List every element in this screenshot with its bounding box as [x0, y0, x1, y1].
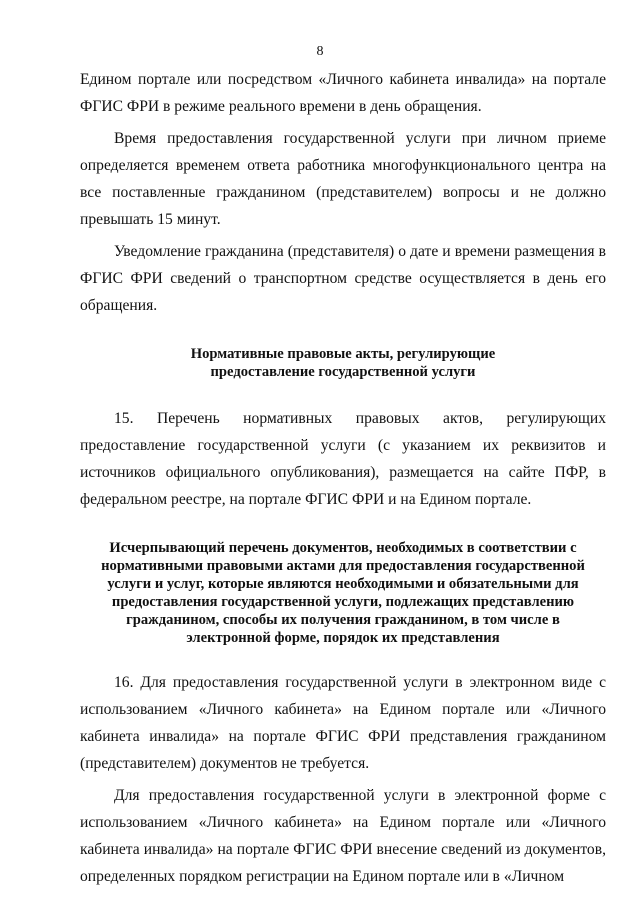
paragraph-15: 15. Перечень нормативных правовых актов, регулирующих предоставление государственной услуги (с указанием их реквизитов и источников официального опубликования), размещается на сайте ПФР, в федеральном реестре, на портале ФГИС ФРИ и на Едином портале. — [80, 410, 606, 508]
paragraph-electronic-form: Для предоставления государственной услуги в электронной форме с использованием «Личного кабинета» на Едином портале или «Личного кабинета инвалида» на портале ФГИС ФРИ внесение сведений из документов, определенных порядком регистрации на Едином портале или в «Личном — [80, 787, 606, 885]
heading-line: предоставление государственной услуги — [210, 364, 476, 380]
page-number: 8 — [316, 44, 324, 59]
document-body — [80, 66, 606, 890]
paragraph-notification: Уведомление гражданина (представителя) о дате и времени размещения в ФГИС ФРИ сведений о транспортном средстве осуществляется в день его обращения. — [80, 243, 606, 314]
heading-line: Нормативные правовые акты, регулирующие — [190, 346, 496, 362]
paragraph-16: 16. Для предоставления государственной услуги в электронном виде с использованием «Личного кабинета» на Едином портале или «Личного кабинета инвалида» на портале ФГИС ФРИ представления гражданином (представителем) документов не требуется. — [80, 674, 606, 772]
section-heading-documents-list — [80, 539, 606, 647]
section-heading-legal-acts — [80, 345, 606, 381]
heading-line: электронной форме, порядок их представления — [186, 630, 500, 646]
heading-line: Исчерпывающий перечень документов, необходимых в соответствии с — [109, 540, 577, 556]
heading-line: нормативными правовыми актами для предоставления государственной — [101, 558, 585, 574]
heading-line: предоставления государственной услуги, подлежащих представлению — [111, 594, 575, 610]
heading-line: гражданином, способы их получения гражданином, в том числе в — [126, 612, 560, 628]
heading-line: услуги и услуг, которые являются необходимыми и обязательными для — [107, 576, 579, 592]
paragraph-service-time: Время предоставления государственной услуги при личном приеме определяется временем ответа работника многофункционального центра на все поставленные гражданином (представителем) вопросы и не должно превышать 15 минут. — [80, 130, 606, 228]
paragraph-continuation: Едином портале или посредством «Личного кабинета инвалида» на портале ФГИС ФРИ в режиме реального времени в день обращения. — [80, 71, 606, 115]
